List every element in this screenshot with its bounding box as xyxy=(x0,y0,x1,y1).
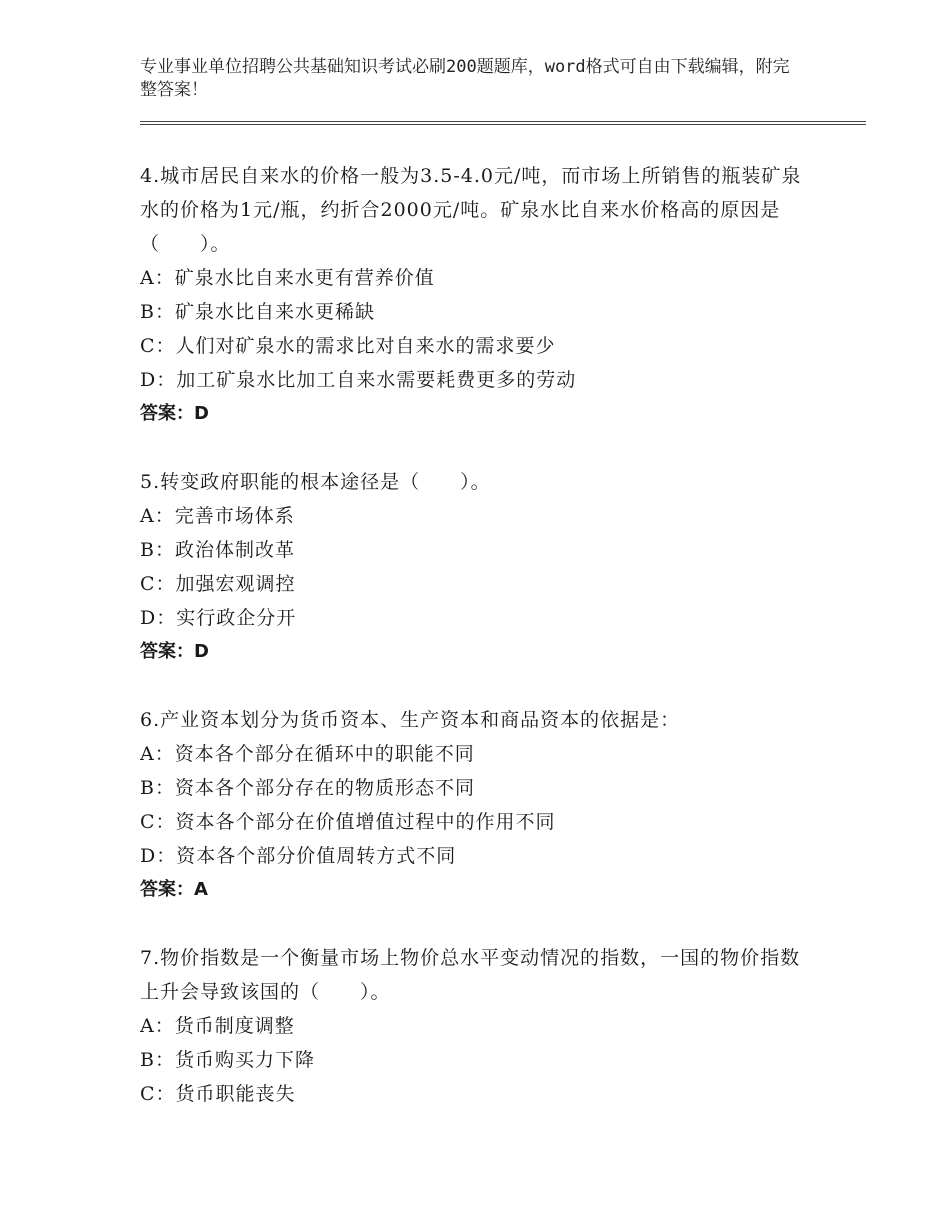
answer-label: 答案：D xyxy=(140,403,209,424)
option-b: B：政治体制改革 xyxy=(140,539,295,561)
question-5 xyxy=(140,465,820,669)
option-c: C：加强宏观调控 xyxy=(140,573,296,595)
option-a: A：矿泉水比自来水更有营养价值 xyxy=(140,267,435,289)
header-divider xyxy=(140,121,866,122)
header-divider-secondary xyxy=(140,124,866,125)
answer-label: 答案：A xyxy=(140,879,208,900)
option-a: A：资本各个部分在循环中的职能不同 xyxy=(140,743,475,765)
option-c: C：资本各个部分在价值增值过程中的作用不同 xyxy=(140,811,556,833)
question-stem: 7.物价指数是一个衡量市场上物价总水平变动情况的指数，一国的物价指数上升会导致该国的（ ）。 xyxy=(140,947,801,1003)
option-c: C：货币职能丧失 xyxy=(140,1083,296,1105)
option-d: D：实行政企分开 xyxy=(140,607,297,629)
option-b: B：资本各个部分存在的物质形态不同 xyxy=(140,777,475,799)
document-header: 专业事业单位招聘公共基础知识考试必刷200题题库，word格式可自由下载编辑，附完整答案！ xyxy=(140,57,790,100)
option-b: B：矿泉水比自来水更稀缺 xyxy=(140,301,375,323)
question-list xyxy=(140,159,820,1145)
question-4 xyxy=(140,159,820,431)
question-7 xyxy=(140,941,820,1111)
option-a: A：货币制度调整 xyxy=(140,1015,295,1037)
option-b: B：货币购买力下降 xyxy=(140,1049,315,1071)
question-stem: 5.转变政府职能的根本途径是（ ）。 xyxy=(140,471,491,493)
option-a: A：完善市场体系 xyxy=(140,505,295,527)
option-d: D：加工矿泉水比加工自来水需要耗费更多的劳动 xyxy=(140,369,577,391)
question-stem: 4.城市居民自来水的价格一般为3.5-4.0元/吨，而市场上所销售的瓶装矿泉水的价格为1元/瓶，约折合2000元/吨。矿泉水比自来水价格高的原因是（ ）。 xyxy=(140,165,802,255)
question-stem: 6.产业资本划分为货币资本、生产资本和商品资本的依据是： xyxy=(140,709,681,731)
option-c: C：人们对矿泉水的需求比对自来水的需求要少 xyxy=(140,335,556,357)
option-d: D：资本各个部分价值周转方式不同 xyxy=(140,845,457,867)
question-6 xyxy=(140,703,820,907)
answer-label: 答案：D xyxy=(140,641,209,662)
